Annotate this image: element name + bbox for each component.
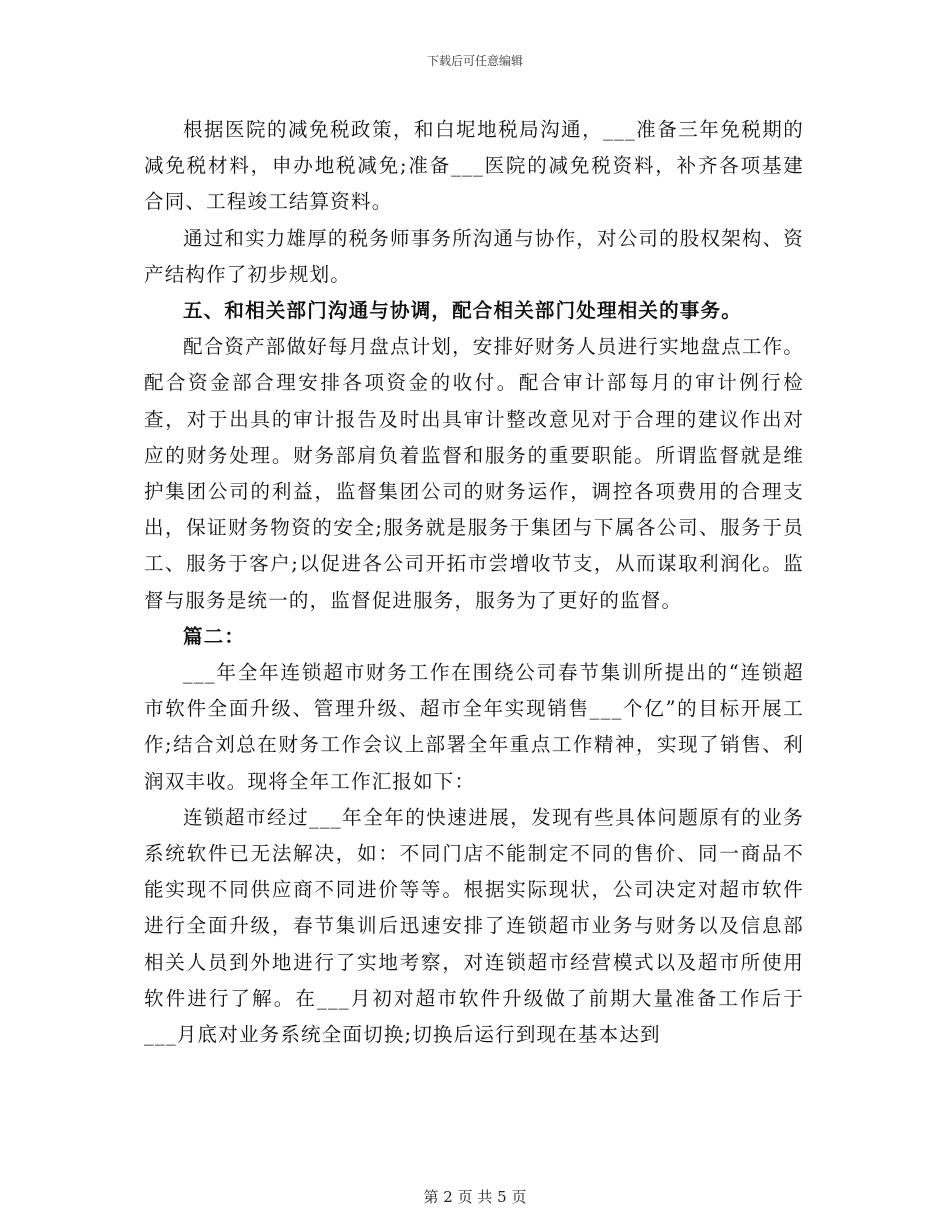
section-heading: 五、和相关部门沟通与协调，配合相关部门处理相关的事务。: [183, 299, 742, 323]
paragraph: 配合资产部做好每月盘点计划，安排好财务人员进行实地盘点工作。配合资金部合理安排各项资金的收付。配合审计部每月的审计例行检查，对于出具的审计报告及时出具审计整改意见对于合理的建议作出对应的财务处理。财务部肩负着监督和服务的重要职能。所谓监督就是维护集团公司的利益，监督集团公司的财务运作，调控各项费用的合理支出，保证财务物资的安全;服务就是服务于集团与下属各公司、服务于员工、服务于客户;以促进各公司开拓市尝增收节支，从而谋取利润化。监督与服务是统一的，监督促进服务，服务为了更好的监督。: [144, 335, 805, 612]
document-body: [144, 112, 804, 1053]
paragraph: 通过和实力雄厚的税务师事务所沟通与协作，对公司的股权架构、资产结构作了初步规划。: [144, 226, 805, 286]
paragraph: 连锁超市经过___年全年的快速进展，发现有些具体问题原有的业务系统软件已无法解决，如：不同门店不能制定不同的售价、同一商品不能实现不同供应商不同进价等等。根据实际现状，公司决定对超市软件进行全面升级，春节集训后迅速安排了连锁超市业务与财务以及信息部相关人员到外地进行了实地考察，对连锁超市经营模式以及超市所使用软件进行了解。在___月初对超市软件升级做了前期大量准备工作后于___月底对业务系统全面切换;切换后运行到现在基本达到: [144, 805, 804, 1047]
page-number-footer: 第 2 页 共 5 页: [423, 1188, 527, 1206]
paragraph: 根据医院的减免税政策，和白坭地税局沟通，___准备三年免税期的减免税材料，申办地税减免;准备___医院的减免税资料，补齐各项基建合同、工程竣工结算资料。: [144, 118, 804, 214]
paragraph: ___年全年连锁超市财务工作在围绕公司春节集训所提出的“连锁超市软件全面升级、管理升级、超市全年实现销售___个亿”的目标开展工作;结合刘总在财务工作会议上部署全年重点工作精神，实现了销售、利润双丰收。现将全年工作汇报如下：: [144, 661, 804, 793]
section-heading: 篇二：: [183, 624, 246, 648]
page-header-note: 下载后可任意编辑: [426, 54, 523, 68]
